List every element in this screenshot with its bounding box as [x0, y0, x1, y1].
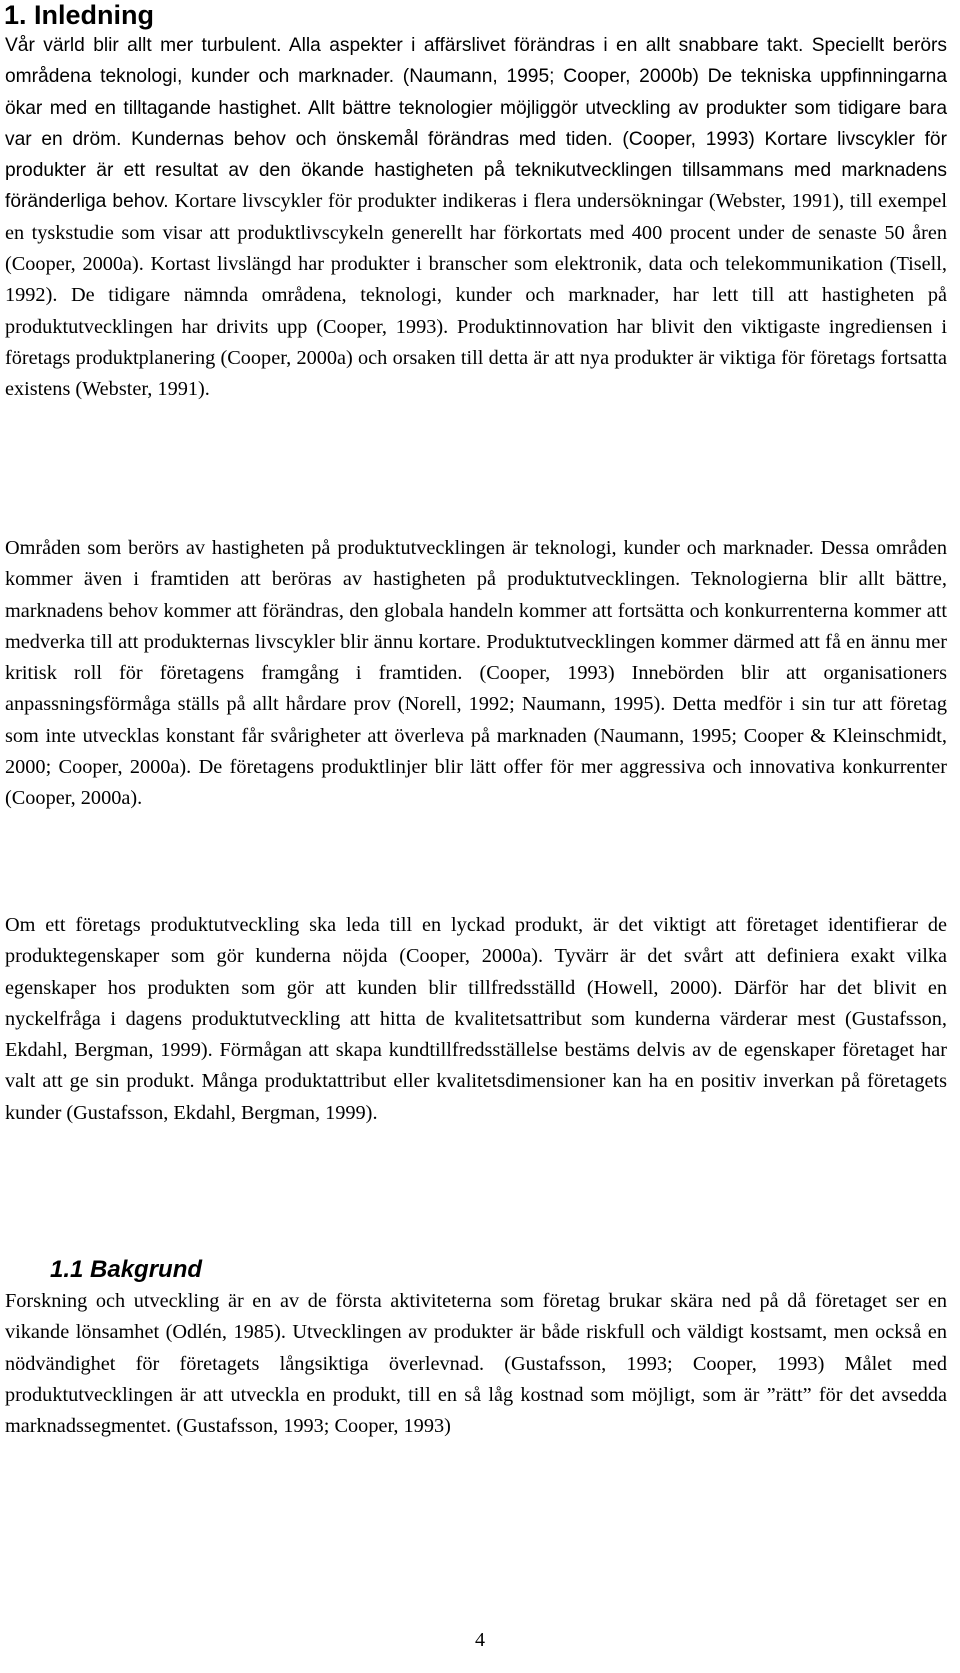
bakgrund-paragraph: Forskning och utveckling är en av de första aktiviteterna som företag brukar skära ned på då företaget ser en vikande lönsamhet (Odlén, 1985). Utvecklingen av produkter är både riskfull och väldigt kostsamt, men också en nödvändighet för företagets långsiktiga överlevnad. (Gustafsson, 1993; Cooper, 1993) Målet med produktutvecklingen är att utveckla en produkt, till en så låg kostnad som möjligt, som är ”rätt” för det avsedda marknadssegmentet. (Gustafsson, 1993; Cooper, 1993): [5, 1290, 947, 1438]
areas-paragraph: Områden som berörs av hastigheten på produktutvecklingen är teknologi, kunder och marknader. Dessa områden kommer även i framtiden att beröras av hastigheten på produktutvecklingen. Teknologierna blir allt bättre, marknadens behov kommer att förändras, den globala handeln kommer att fortsätta och konkurrenterna kommer att medverka till att produkternas livscykler blir ännu kortare. Produktutvecklingen kommer därmed att få en ännu mer kritisk roll för företagens framgång i framtiden. (Cooper, 1993) Innebörden blir att organisationers anpassningsförmåga ställs på allt hårdare prov (Norell, 1992; Naumann, 1995). Detta medför i sin tur att företag som inte utvecklas konstant får svårigheter att överleva på marknaden (Naumann, 1995; Cooper & Kleinschmidt, 2000; Cooper, 2000a). De företagens produktlinjer blir lätt offer för mer aggressiva och innovativa konkurrenter (Cooper, 2000a).: [5, 537, 947, 810]
subsection-heading: 1.1 Bakgrund: [50, 1256, 203, 1283]
intro-serif-text: Kortare livscykler för produkter indikeras i flera undersökningar (Webster, 1991), till exempel en tyskstudie som visar att produktlivscykeln generellt har förkortats med 400 procent under de senaste 50 åren (Cooper, 2000a). Kortast livslängd har produkter i branscher som elektronik, data och telekommunikation (Tisell, 1992). De tidigare nämnda områdena, teknologi, kunder och marknader, har lett till att hastigheten på produktutvecklingen har drivits upp (Cooper, 1993). Produktinnovation har blivit den viktigaste ingrediensen i företags produktplanering (Cooper, 2000a) och orsaken till detta är att nya produkter är viktiga för företags fortsatta existens (Webster, 1991).: [5, 190, 947, 401]
intro-paragraph: [5, 30, 947, 406]
section-heading: 1. Inledning: [4, 0, 155, 30]
intro-sans-text: Vår värld blir allt mer turbulent. Alla aspekter i affärslivet förändras i en allt snabbare takt. Speciellt berörs områdena teknologi, kunder och marknader. (Naumann, 1995; Cooper, 2000b) De tekniska uppfinningarna ökar med en tilltagande hastighet. Allt bättre teknologier möjliggör utveckling av produkter som tidigare bara var en dröm. Kundernas behov och önskemål förändras med tiden. (Cooper, 1993) Kortare livscykler för produkter är ett resultat av den ökande hastigheten på teknikutvecklingen tillsammans med marknadens föränderliga behov.: [5, 35, 947, 213]
page-number: 4: [475, 1629, 485, 1651]
success-paragraph: Om ett företags produktutveckling ska leda till en lyckad produkt, är det viktigt att företaget identifierar de produktegenskaper som gör kunderna nöjda (Cooper, 2000a). Tyvärr är det svårt att definiera exakt vilka egenskaper hos produkten som gör att kunden blir tillfredsställd (Howell, 2000). Därför har det blivit en nyckelfråga i dagens produktutveckling att hitta de kvalitetsattribut som kunderna värderar mest (Gustafsson, Ekdahl, Bergman, 1999). Förmågan att skapa kundtillfredsställelse bestäms delvis av de egenskaper företaget har valt att ge sin produkt. Många produktattribut eller kvalitetsdimensioner kan ha en positiv inverkan på företagets kunder (Gustafsson, Ekdahl, Bergman, 1999).: [5, 914, 947, 1124]
